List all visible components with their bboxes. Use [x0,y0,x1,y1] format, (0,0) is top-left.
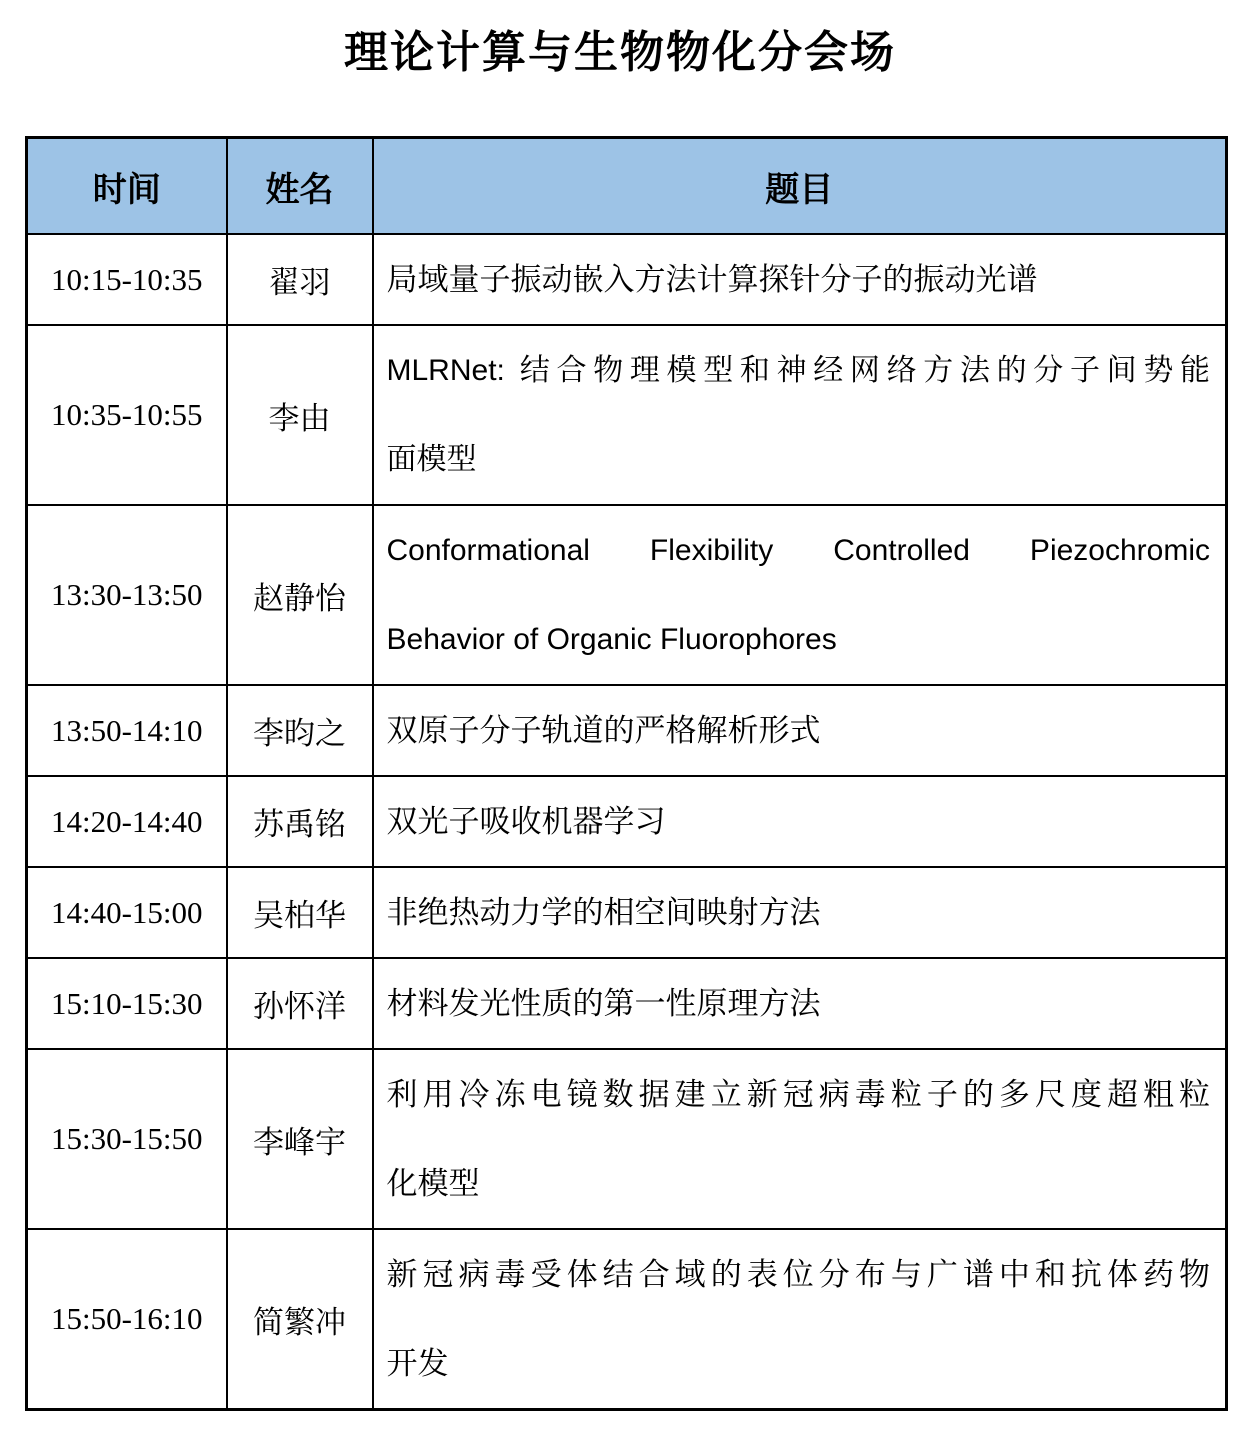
time-cell: 15:30-15:50 [27,1049,227,1229]
table-row [27,325,1227,505]
title-line: MLRNet: 结合物理模型和神经网络方法的分子间势能 [386,354,1210,387]
time-cell: 14:20-14:40 [27,776,227,867]
title-cell [373,234,1227,325]
name-cell: 李由 [227,325,373,505]
table-row [27,867,1227,958]
table-body [27,234,1227,1410]
title-line: 面模型 [386,443,477,476]
table-row [27,1229,1227,1410]
time-cell: 10:35-10:55 [27,325,227,505]
table-row [27,1049,1227,1229]
title-line: 利用冷冻电镜数据建立新冠病毒粒子的多尺度超粗粒 [386,1077,1210,1112]
time-cell: 15:10-15:30 [27,958,227,1049]
name-cell: 苏禹铭 [227,776,373,867]
title-cell [373,867,1227,958]
header-row [27,138,1227,235]
title-line: 非绝热动力学的相空间映射方法 [386,895,821,930]
title-line: 双光子吸收机器学习 [386,804,666,839]
title-cell [373,958,1227,1049]
title-cell [373,325,1227,505]
table-header [27,138,1227,235]
name-cell: 吴柏华 [227,867,373,958]
title-line: 化模型 [386,1166,480,1201]
table-row [27,505,1227,685]
title-line: Conformational Flexibility Controlled Piezochromic [386,534,1210,567]
title-line: 双原子分子轨道的严格解析形式 [386,713,821,748]
table-row [27,234,1227,325]
title-line: 局域量子振动嵌入方法计算探针分子的振动光谱 [386,262,1038,297]
title-line: Behavior of Organic Fluorophores [386,623,837,656]
name-cell: 赵静怡 [227,505,373,685]
name-cell: 孙怀洋 [227,958,373,1049]
title-line: 材料发光性质的第一性原理方法 [386,986,821,1021]
time-cell: 13:50-14:10 [27,685,227,776]
name-cell: 李昀之 [227,685,373,776]
header-name: 姓名 [227,138,373,235]
table-row [27,685,1227,776]
page-title: 理论计算与生物物化分会场 [344,28,896,77]
header-time: 时间 [27,138,227,235]
table-row [27,958,1227,1049]
title-cell [373,685,1227,776]
name-cell: 简繁冲 [227,1229,373,1410]
name-cell: 李峰宇 [227,1049,373,1229]
title-cell [373,776,1227,867]
title-cell [373,1049,1227,1229]
title-line: 新冠病毒受体结合域的表位分布与广谱中和抗体药物 [386,1257,1210,1292]
name-cell: 翟羽 [227,234,373,325]
title-cell [373,505,1227,685]
title-line: 开发 [386,1346,449,1381]
header-title: 题目 [373,138,1227,235]
time-cell: 10:15-10:35 [27,234,227,325]
time-cell: 14:40-15:00 [27,867,227,958]
table-row [27,776,1227,867]
title-cell [373,1229,1227,1410]
time-cell: 13:30-13:50 [27,505,227,685]
time-cell: 15:50-16:10 [27,1229,227,1410]
schedule-table [25,136,1228,1411]
